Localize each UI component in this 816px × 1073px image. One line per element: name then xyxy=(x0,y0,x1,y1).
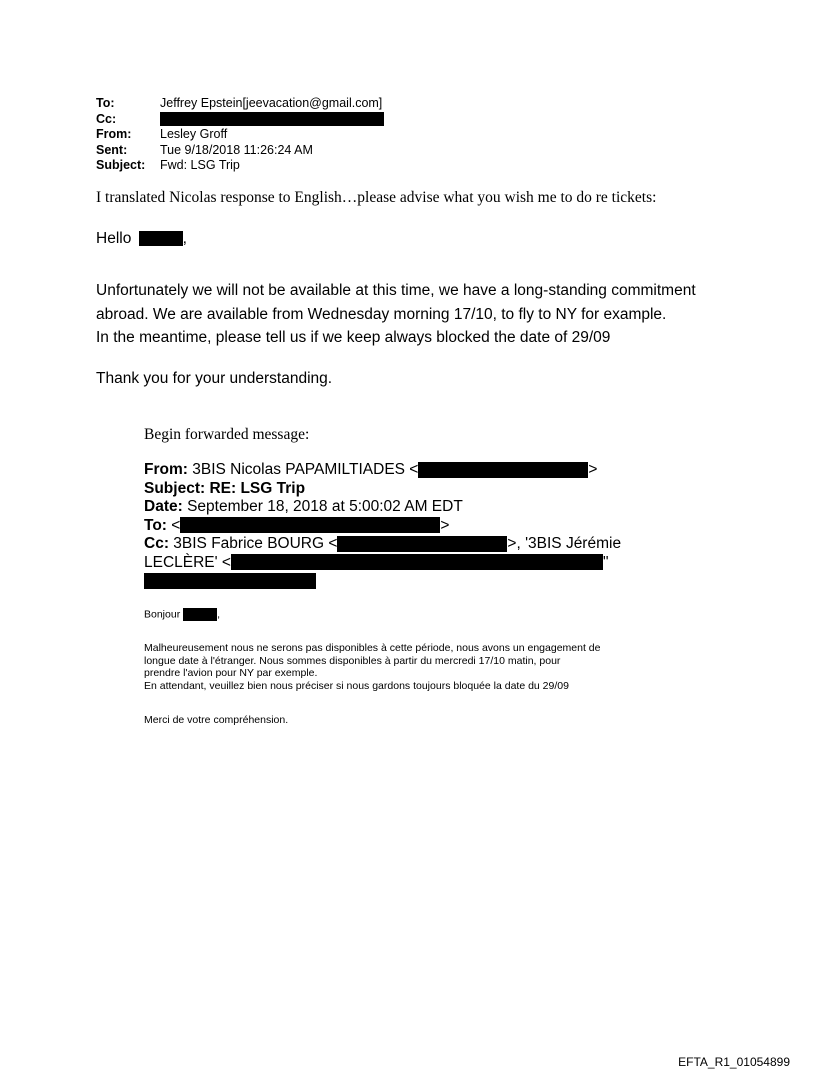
forwarded-cc-value: 3BIS Fabrice BOURG < xyxy=(173,535,338,552)
forwarded-to-row xyxy=(144,517,621,536)
forwarded-from-label: From: xyxy=(144,461,188,478)
english-body xyxy=(96,279,696,350)
forwarded-date-row xyxy=(144,498,621,517)
greeting-redaction xyxy=(139,231,183,246)
forwarded-cc-mid: >, '3BIS Jérémie xyxy=(507,535,622,552)
english-greeting-word: Hello xyxy=(96,230,132,247)
email-header xyxy=(96,96,384,174)
french-line: longue date à l'étranger. Nous sommes disponibles à partir du mercredi 17/10 matin, pour xyxy=(144,654,561,667)
english-greeting xyxy=(96,230,187,248)
header-subject-row xyxy=(96,158,384,174)
english-line: abroad. We are available from Wednesday morning 17/10, to fly to NY for example. xyxy=(96,305,667,323)
french-greeting-word: Bonjour xyxy=(144,608,181,621)
forwarded-subject-value: RE: LSG Trip xyxy=(209,479,306,497)
french-line: prendre l'avion pour NY par exemple. xyxy=(144,667,318,679)
header-to-row xyxy=(96,96,384,112)
french-greeting-end: , xyxy=(217,608,221,621)
french-body xyxy=(144,642,600,692)
forwarded-subject-row xyxy=(144,480,621,499)
forwarded-cc-redaction-2 xyxy=(231,554,603,570)
forwarded-cc-row xyxy=(144,535,621,554)
english-line: In the meantime, please tell us if we keep always blocked the date of 29/09 xyxy=(96,329,611,346)
french-greeting xyxy=(144,608,220,621)
forwarded-from-value: 3BIS Nicolas PAPAMILTIADES < xyxy=(192,461,419,478)
forwarded-cc-label: Cc: xyxy=(144,535,169,552)
forwarded-to-redaction xyxy=(180,517,440,533)
forwarded-cc-row-2 xyxy=(144,554,621,573)
french-greeting-redaction xyxy=(183,608,217,621)
forwarded-cc-line2-end: " xyxy=(602,553,609,571)
from-label: From: xyxy=(96,127,132,141)
forwarded-from-end: > xyxy=(588,461,598,478)
forwarded-cc-redaction xyxy=(337,536,507,552)
forwarded-from-redaction xyxy=(418,462,588,478)
cc-label: Cc: xyxy=(96,111,117,126)
forwarded-intro: Begin forwarded message: xyxy=(144,426,310,443)
subject-label: Subject: xyxy=(96,158,146,172)
forwarded-to-end: > xyxy=(440,516,450,534)
english-line: Unfortunately we will not be available at this time, we have a long-standing commitment xyxy=(96,282,696,299)
subject-value: Fwd: LSG Trip xyxy=(160,158,240,172)
forwarded-cc-redaction-3 xyxy=(144,573,316,589)
forwarded-date-value: September 18, 2018 at 5:00:02 AM EDT xyxy=(187,498,463,515)
header-sent-row xyxy=(96,143,384,159)
forwarded-from-row xyxy=(144,461,621,480)
header-cc-row xyxy=(96,112,384,128)
document-id: EFTA_R1_01054899 xyxy=(678,1055,790,1069)
cc-redaction xyxy=(160,112,384,126)
french-closing: Merci de votre compréhension. xyxy=(144,714,289,726)
forwarded-date-label: Date: xyxy=(144,498,183,515)
sent-label: Sent: xyxy=(96,142,128,157)
french-line: Malheureusement nous ne serons pas disponibles à cette période, nous avons un engagement de xyxy=(144,642,601,654)
to-value: Jeffrey Epstein[jeevacation@gmail.com] xyxy=(160,96,383,110)
forwarded-header xyxy=(144,461,621,591)
english-closing: Thank you for your understanding. xyxy=(96,370,333,387)
header-from-row xyxy=(96,127,384,143)
french-line: En attendant, veuillez bien nous préciser si nous gardons toujours bloquée la date du 29/09 xyxy=(144,679,569,692)
from-value: Lesley Groff xyxy=(160,127,228,141)
english-greeting-end: , xyxy=(182,230,187,247)
forwarded-subject-label: Subject: xyxy=(144,479,206,497)
intro-text: I translated Nicolas response to English…please advise what you wish me to do re tickets: xyxy=(96,189,657,206)
forwarded-to-label: To: xyxy=(144,516,167,534)
to-label: To: xyxy=(96,96,115,110)
forwarded-to-value: < xyxy=(171,516,181,534)
forwarded-cc-line2: LECLÈRE' < xyxy=(144,553,231,571)
forwarded-cc-row-3 xyxy=(144,572,621,591)
sent-value: Tue 9/18/2018 11:26:24 AM xyxy=(160,142,313,157)
